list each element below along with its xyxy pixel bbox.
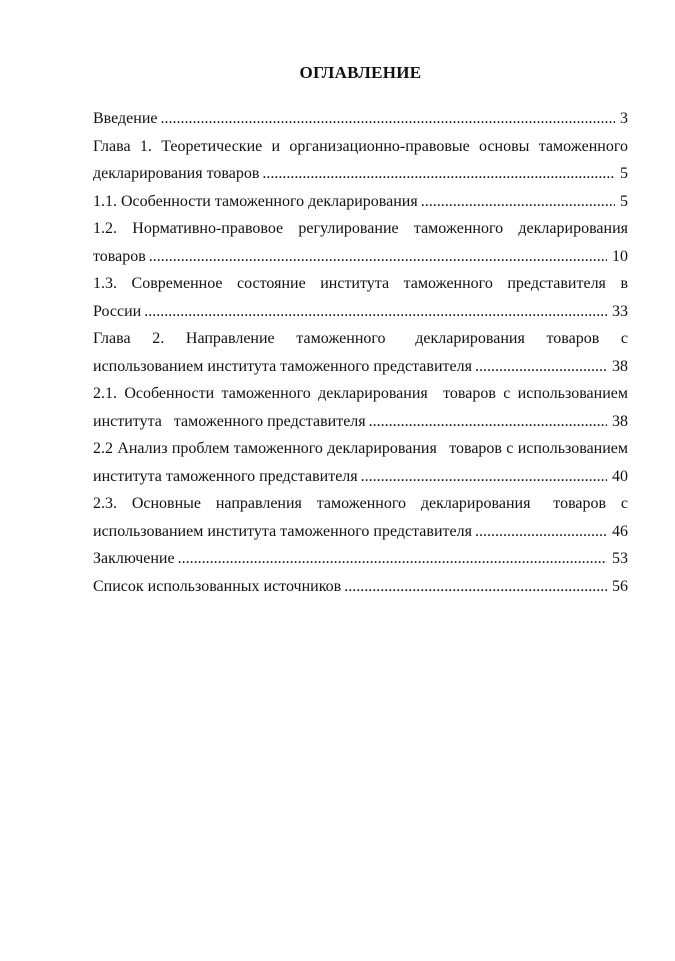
toc-page-number: 10 <box>612 247 628 265</box>
toc-entry[interactable] <box>93 435 628 490</box>
toc-page-number: 56 <box>612 577 628 595</box>
toc-entry[interactable] <box>93 188 628 216</box>
dot-leader <box>149 243 607 271</box>
dot-leader <box>369 408 607 436</box>
toc-entry[interactable] <box>93 270 628 325</box>
toc-entry-wrapped-line: Глава 2. Направление таможенного декларирования товаров с <box>93 330 628 347</box>
toc-entry-label: России <box>93 302 142 320</box>
toc-page-number: 38 <box>612 357 628 375</box>
toc-page-number: 46 <box>612 522 628 540</box>
toc-page-number: 53 <box>612 550 628 567</box>
toc-entry[interactable] <box>93 133 628 188</box>
toc-entry[interactable] <box>93 573 628 601</box>
page-title: ОГЛАВЛЕНИЕ <box>299 63 422 82</box>
dot-leader <box>144 298 607 326</box>
toc-entry-final-line <box>93 188 628 216</box>
toc-entry-label: Введение <box>93 110 158 127</box>
toc-entry-wrapped-line: 1.3. Современное состояние института таможенного представителя в <box>93 275 628 292</box>
toc-entry[interactable] <box>93 545 628 573</box>
table-of-contents <box>93 105 628 600</box>
toc-page-number: 38 <box>612 412 628 430</box>
toc-entry-wrapped-line: 1.2. Нормативно-правовое регулирование таможенного декларирования <box>93 220 628 237</box>
toc-entry[interactable] <box>93 380 628 435</box>
toc-entry-wrapped-line: Глава 1. Теоретические и организационно-правовые основы таможенного <box>93 137 628 155</box>
toc-entry-final-line <box>93 298 628 326</box>
toc-entry-final-line <box>93 573 628 601</box>
toc-entry-final-line <box>93 463 628 491</box>
dot-leader <box>475 518 607 546</box>
toc-page-number: 33 <box>612 302 628 320</box>
toc-entry-label: декларирования товаров <box>93 165 260 182</box>
toc-entry-label: Список использованных источников <box>93 577 342 595</box>
toc-entry-label: товаров <box>93 247 146 265</box>
toc-entry-label: Заключение <box>93 550 175 567</box>
toc-entry-final-line <box>93 408 628 436</box>
toc-page-number: 40 <box>612 467 628 485</box>
dot-leader <box>344 573 607 601</box>
toc-entry[interactable] <box>93 105 628 133</box>
toc-entry-label: использованием института таможенного представителя <box>93 522 472 540</box>
toc-entry-label: института таможенного представителя <box>93 467 358 485</box>
toc-entry-final-line <box>93 160 628 188</box>
toc-entry-wrapped-line: 2.2 Анализ проблем таможенного декларирования товаров с использованием <box>93 440 628 457</box>
dot-leader <box>421 188 615 216</box>
toc-entry-final-line <box>93 243 628 271</box>
toc-entry-final-line <box>93 545 628 573</box>
toc-entry[interactable] <box>93 215 628 270</box>
toc-entry-label: 1.1. Особенности таможенного декларирования <box>93 192 418 210</box>
toc-entry-label: института таможенного представителя <box>93 412 366 430</box>
toc-page-number: 5 <box>620 165 628 182</box>
toc-entry-final-line <box>93 105 628 133</box>
toc-page-number: 5 <box>620 192 628 210</box>
toc-entry-wrapped-line: 2.1. Особенности таможенного декларирования товаров с использованием <box>93 385 628 402</box>
dot-leader <box>161 105 616 133</box>
dot-leader <box>178 545 607 573</box>
toc-entry-final-line <box>93 518 628 546</box>
toc-entry-label: использованием института таможенного представителя <box>93 357 472 375</box>
toc-entry-final-line <box>93 353 628 381</box>
dot-leader <box>262 160 615 188</box>
toc-entry-wrapped-line: 2.3. Основные направления таможенного декларирования товаров с <box>93 495 628 512</box>
toc-entry[interactable] <box>93 490 628 545</box>
toc-entry[interactable] <box>93 325 628 380</box>
toc-page-number: 3 <box>620 110 628 127</box>
dot-leader <box>361 463 607 491</box>
dot-leader <box>475 353 607 381</box>
